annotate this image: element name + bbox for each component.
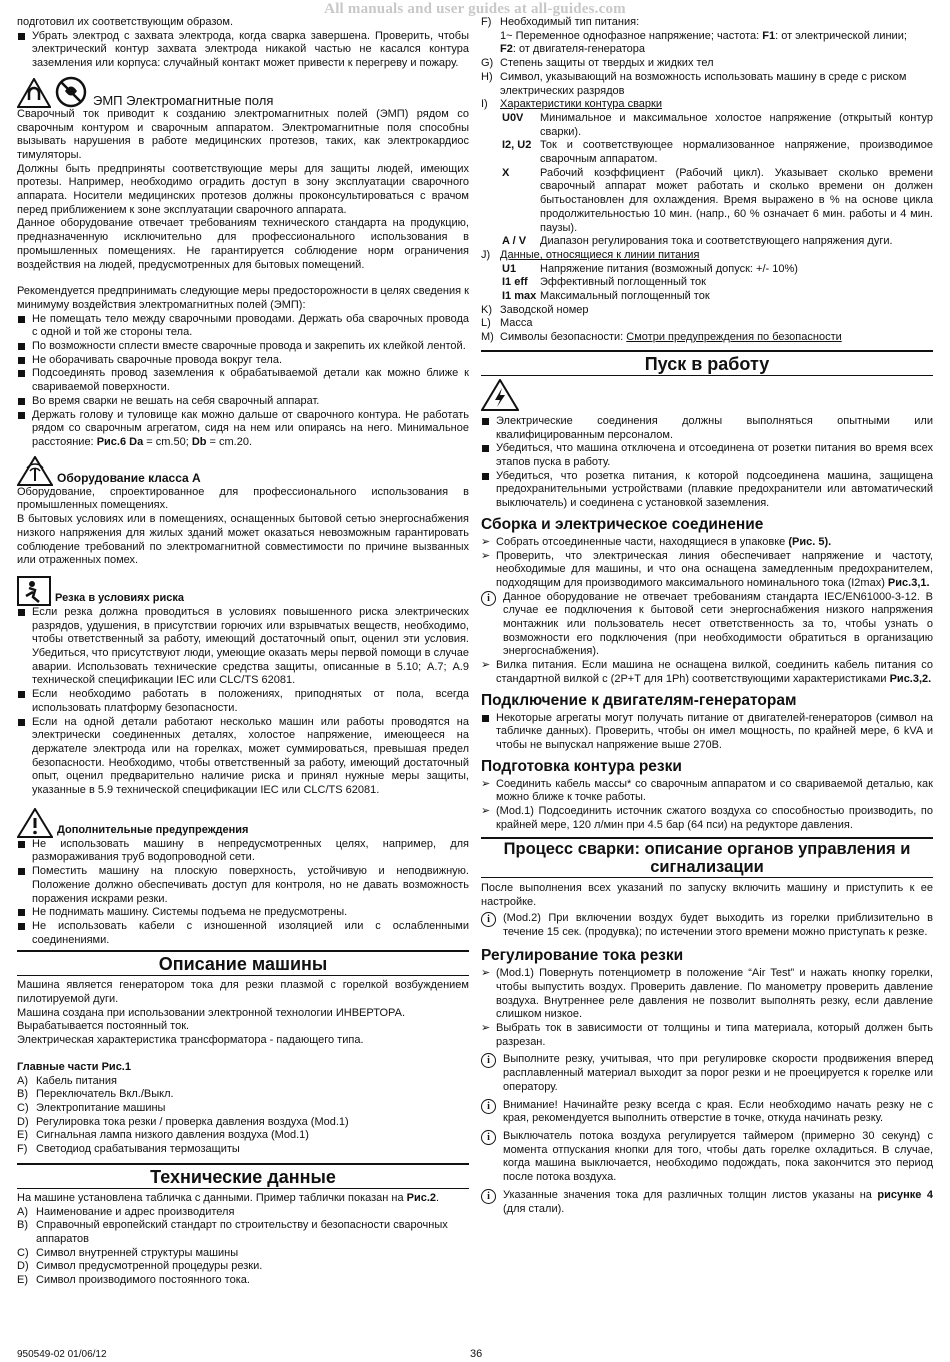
- watermark: All manuals and user guides at all-guides.com: [324, 1, 626, 17]
- list-item: Поместить машину на плоскую поверхность, устойчивую и неподвижную. Положение должно обеспечивать доступ для контроля, но не давать возможность поражения искрами резки.: [17, 865, 469, 906]
- list-item: Не использовать машину в непредусмотренных целях, например, для размораживания труб водопроводной сети.: [17, 838, 469, 865]
- worker-risk-icon: [17, 576, 51, 606]
- weld-param: X Рабочий коэффициент (Рабочий цикл). Указывает сколько времени сварочный аппарат может работать и сколько времени он должен бытьостановлен для охлаждения. Время выражено в % на основе цикла продолжительностью 10 мин. (напр., 60 % означает 6 мин. работы и 4 мин. паузы).: [502, 166, 933, 234]
- current-regulation-heading: Регулирование тока резки: [481, 947, 684, 965]
- page-number: 36: [470, 1348, 483, 1360]
- list-item: D) Регулировка тока резки / проверка давления воздуха (Mod.1): [17, 1115, 349, 1128]
- info-note: i Данное оборудование не отвечает требованиям стандарта IEC/EN61000-3-12. В случае ее подключения к бытовой сети энергоснабжения низкого напряжения монтажник или пользователь несет ответственность за то, чтобы узнать о возможности его подключения (при необходимости обратиться в организацию энергоснабжения).: [481, 591, 933, 660]
- info-note: i Указанные значения тока для различных толщин листов указаны на рисунке 4 (для стали).: [481, 1189, 933, 1216]
- list-item: A) Кабель питания: [17, 1074, 117, 1087]
- additional-title-row: [17, 808, 469, 838]
- list-item: Не оборачивать сварочные провода вокруг тела.: [17, 354, 469, 368]
- tech-paragraph: На машине установлена табличка с данными. Пример таблички показан на Рис.2.: [17, 1191, 440, 1204]
- emp-title-row: [17, 76, 469, 108]
- list-item: Некоторые агрегаты могут получать питание от двигателей-генераторов (символ на табличке данных). Проверить, чтобы он имел мощность, по крайней мере, 6 kVA и чтобы не выпускал напряжение выше 270В.: [481, 712, 933, 753]
- main-parts-title: Главные части Рис.1: [17, 1060, 131, 1073]
- list-item: E) Символ производимого постоянного тока.: [17, 1274, 250, 1287]
- list-item: B) Справочный европейский стандарт по строительству и безопасности сварочных аппаратов: [17, 1219, 448, 1245]
- left-column: [17, 16, 469, 1288]
- power-type-line: F2: от двигателя-генератора: [500, 43, 646, 56]
- list-item: A) Наименование и адрес производителя: [17, 1205, 235, 1218]
- list-item: Если на одной детали работают несколько машин или работы проводятся на электрически соединенных деталях, холостое напряжение, имеющееся на держателе электрода или на горелках, может суммироваться, превышая предел безопасности. Необходимо, чтобы ответственный за работу, имеющий достаточный опыт, оценил предварительно наличие риска и принял нужные меры защиты, указанные в 5.9 технической спецификации IEC или CLC/TS 62081.: [17, 716, 469, 798]
- emp-paragraph: Рекомендуется предпринимать следующие меры предосторожности в целях сведения к минимуму воздействия электромагнитных полей (ЭМП):: [17, 285, 469, 311]
- desc-paragraph: Электрическая характеристика трансформатора - падающего типа.: [17, 1034, 364, 1047]
- list-item: Убедиться, что машина отключена и отсоединена от розетки питания во время всех этапов пуска в работу.: [481, 442, 933, 469]
- weld-param: A / V Диапазон регулирования тока и соответствующего напряжения дуги.: [502, 235, 893, 248]
- class-a-paragraph: В бытовых условиях или в помещениях, оснащенных бытовой сетью энергоснабжения низкого напряжения для жилых зданий может оказаться невозможным гарантировать соблюдение требований по электромагнитной совместимости по причине вызванных или отраженных помех.: [17, 513, 469, 567]
- class-a-title-row: [17, 456, 469, 486]
- list-item: Если резка должна проводиться в условиях повышенного риска электрических разрядов, удушения, в присутствии горючих или взрывчатых веществ, необходимо, чтобы ответственный за работу, имеющий достаточный опыт, оценил эти условия. Убедиться, что присутствуют люди, умеющие оказать меры первой помощи в случае аварии. Использовать технические средства защиты, описанные в 5.10; А.7; А.9 технической спецификации IEC или CLC/TS 62081.: [17, 606, 469, 688]
- list-item: B) Переключатель Вкл./Выкл.: [17, 1088, 174, 1101]
- list-item: E) Сигнальная лампа низкого давления воздуха (Mod.1): [17, 1129, 309, 1142]
- process-paragraph: После выполнения всех указаний по запуску включить машину и приступить к ее настройке.: [481, 882, 933, 909]
- emp-paragraph: Сварочный ток приводит к созданию электромагнитных полей (ЭМП) рядом со сварочным контуром и сварочным аппаратом. Электромагнитные поля способны вызывать нарушения в работе медицинских протезов, таких, как электрокардиос тимуляторы.: [17, 107, 469, 161]
- info-icon: i: [481, 1130, 496, 1145]
- list-item: ➢ Вилка питания. Если машина не оснащена вилкой, соединить кабель питания со стандартной вилкой с (2Р+Т для 1Ph) соответствующими характеристиками Рис.3,2.: [481, 659, 933, 685]
- start-up-heading: Пуск в работу: [481, 350, 933, 376]
- list-item: ➢ (Mod.1) Повернуть потенциометр в положение “Air Test” и нажать кнопку горелки, чтобы выпустить воздух. Проверить давление. По манометру проверить давление воздуха. Внутреннее реле давления не позволит выполнять резку, если давление слишком низкое.: [481, 967, 933, 1021]
- info-note: i Внимание! Начинайте резку всегда с края. Если необходимо начать резку не с края, рекомендуется выполнить отверстие в точке, откуда начинать резку.: [481, 1099, 933, 1126]
- list-item: ➢ Выбрать ток в зависимости от толщины и типа материала, который должен быть разрезан.: [481, 1022, 933, 1048]
- magnet-warning-icon: [17, 78, 51, 108]
- info-icon: i: [481, 1099, 496, 1114]
- list-item: Держать голову и туловище как можно дальше от сварочного контура. Не работать рядом со сварочным агрегатом, сидя на нем или опираясь на него. Минимальное расстояние: Рис.6 Da = cm.50; Db = cm.20.: [17, 409, 469, 450]
- list-item: Убедиться, что розетка питания, к которой подсоединена машина, защищена предохранительными устройствами (плавкие предохранители или автоматический выключатель) и соединена с установкой заземления.: [481, 470, 933, 511]
- radio-wave-warning-icon: [17, 456, 53, 486]
- list-item: G) Степень защиты от твердых и жидких тел: [481, 57, 714, 70]
- power-type-line: 1~ Переменное однофазное напряжение; частота: F1: от электрической линии;: [500, 29, 907, 42]
- line-param: I1 max Максимальный поглощенный ток: [502, 290, 710, 303]
- list-item: M) Символы безопасности: Смотри предупреждения по безопасности: [481, 331, 842, 344]
- list-item: Убрать электрод с захвата электрода, когда сварка завершена. Проверить, чтобы электрический контур захвата электрода никакой частью не касался контура заземления или корпуса: случайный контакт может привести к перегреву и пожару.: [17, 30, 469, 71]
- desc-paragraph: Машина создана при использовании электронной технологии ИНВЕРТОРА.: [17, 1006, 406, 1019]
- class-a-title: Оборудование класса А: [57, 470, 201, 485]
- pacemaker-prohibited-icon: [55, 76, 87, 108]
- info-note: i (Mod.2) При включении воздух будет выходить из горелки приблизительно в течение 15 сек. (продувка); по истечении этого времени можно приступать к резке.: [481, 912, 933, 939]
- list-item: J) Данные, относящиеся к линии питания: [481, 248, 700, 261]
- list-item: Не помещать тело между сварочными проводами. Держать оба сварочных провода с одной и той же стороны тела.: [17, 313, 469, 340]
- list-item: F) Необходимый тип питания:: [481, 16, 640, 28]
- list-item: Электрические соединения должны выполняться опытными или квалифицированным персоналом.: [481, 415, 933, 442]
- list-item: K) Заводской номер: [481, 303, 589, 316]
- machine-description-heading: Описание машины: [17, 950, 469, 976]
- process-heading: Процесс сварки: описание органов управления и сигнализации: [481, 837, 933, 878]
- emp-title: ЭМП Электромагнитные поля: [93, 93, 274, 109]
- list-item: F) Светодиод срабатывания термозащиты: [17, 1143, 240, 1156]
- exclamation-warning-icon: [17, 808, 53, 838]
- list-item: Если необходимо работать в положениях, приподнятых от пола, всегда использовать платформу безопасности.: [17, 688, 469, 715]
- weld-param: I2, U2 Ток и соответствующее нормализованное напряжение, производимое сварочным аппаратом.: [502, 139, 933, 166]
- info-icon: i: [481, 1053, 496, 1068]
- risk-title: Резка в условиях риска: [55, 592, 185, 605]
- list-item: L) Масса: [481, 317, 533, 330]
- risk-title-row: [17, 576, 469, 606]
- right-column: [481, 16, 933, 1216]
- list-item: ➢ (Mod.1) Подсоединить источник сжатого воздуха со способностью производить, по крайней мере, 120 л/мин при 4.5 бар (64 пси) на редукторе давления.: [481, 805, 933, 831]
- desc-paragraph: Вырабатывается постоянный ток.: [17, 1020, 190, 1033]
- list-item: ➢ Проверить, что электрическая линия обеспечивает напряжение и частоту, необходимые для машины, и что она оснащена замедленным предохранителем, подходящим для производимого максимального номинального тока (I2max) Рис.3,1.: [481, 549, 933, 589]
- info-icon: i: [481, 1189, 496, 1204]
- electric-warning-icon: [481, 379, 933, 411]
- list-item: Не поднимать машину. Системы подъема не предусмотрены.: [17, 906, 469, 920]
- list-item: H) Символ, указывающий на возможность использовать машину в среде с риском электрических разрядов: [481, 70, 907, 97]
- emp-paragraph: Данное оборудование отвечает требованиям технического стандарта на продукцию, предназначенную исключительно для профессионального использования в промышленных помещениях. Не гарантируется соблюдение норм ограничения воздействия на людей, предусмотренных для бытовых помещений.: [17, 217, 469, 271]
- class-a-paragraph: Оборудование, спроектированное для профессионального использования в промышленных помещениях.: [17, 485, 469, 512]
- line-param: I1 eff Эффективный поглощенный ток: [502, 276, 706, 289]
- info-icon: i: [481, 591, 496, 606]
- intro-line: подготовил их соответствующим образом.: [17, 16, 234, 28]
- list-item: ➢ Соединить кабель массы* со сварочным аппаратом и со свариваемой деталью, как можно ближе к точке работы.: [481, 777, 933, 804]
- weld-param: U0V Минимальное и максимальное холостое напряжение (открытый контур сварки).: [502, 111, 933, 138]
- technical-data-heading: Технические данные: [17, 1163, 469, 1189]
- cutting-circuit-heading: Подготовка контура резки: [481, 757, 682, 775]
- document-code: 950549-02 01/06/12: [17, 1349, 107, 1360]
- line-param: U1 Напряжение питания (возможный допуск: +/- 10%): [502, 262, 798, 275]
- list-item: D) Символ предусмотренной процедуры резки.: [17, 1260, 263, 1273]
- list-item: C) Электропитание машины: [17, 1102, 166, 1114]
- info-note: i Выполните резку, учитывая, что при регулировке скорости продвижения вперед расплавленный материал выходит за порог резки и не проецируется к горелке или оператору.: [481, 1053, 933, 1094]
- additional-title: Дополнительные предупреждения: [57, 824, 249, 837]
- list-item: Подсоединять провод заземления к обрабатываемой детали как можно ближе к свариваемой поверхности.: [17, 367, 469, 394]
- list-item: Во время сварки не вешать на себя сварочный аппарат.: [17, 395, 469, 409]
- generator-heading: Подключение к двигателям-генераторам: [481, 691, 797, 709]
- info-note: i Выключатель потока воздуха регулируется таймером (примерно 30 секунд) с момента отпускания кнопки для того, чтобы дать горелке охладиться. В случае, когда машина выключается, необходимо подождать, пока закончится это период после потока воздуха.: [481, 1130, 933, 1185]
- list-item: I) Характеристики контура сварки: [481, 98, 662, 111]
- list-item: C) Символ внутренней структуры машины: [17, 1246, 239, 1259]
- desc-paragraph: Машина является генератором тока для резки плазмой с горелкой возбуждением пилотируемой дуги.: [17, 979, 469, 1006]
- list-item: Не использовать кабели с изношенной изоляцией или с ослабленными соединениями.: [17, 920, 469, 947]
- emp-paragraph: Должны быть предприняты соответствующие меры для защиты людей, имеющих протезы. Например, необходимо оградить доступ в зону эксплуатации сварочного аппарата. Носители медицинских протезов должны проконсультироваться с врачом перед приближением к зоне эксплуатации сварочного аппарата.: [17, 162, 469, 216]
- list-item: ➢ Собрать отсоединенные части, находящиеся в упаковке (Рис. 5).: [481, 535, 832, 548]
- list-item: По возможности сплести вместе сварочные провода и закрепить их клейкой лентой.: [17, 340, 469, 354]
- assembly-heading: Сборка и электрическое соединение: [481, 515, 764, 533]
- info-icon: i: [481, 912, 496, 927]
